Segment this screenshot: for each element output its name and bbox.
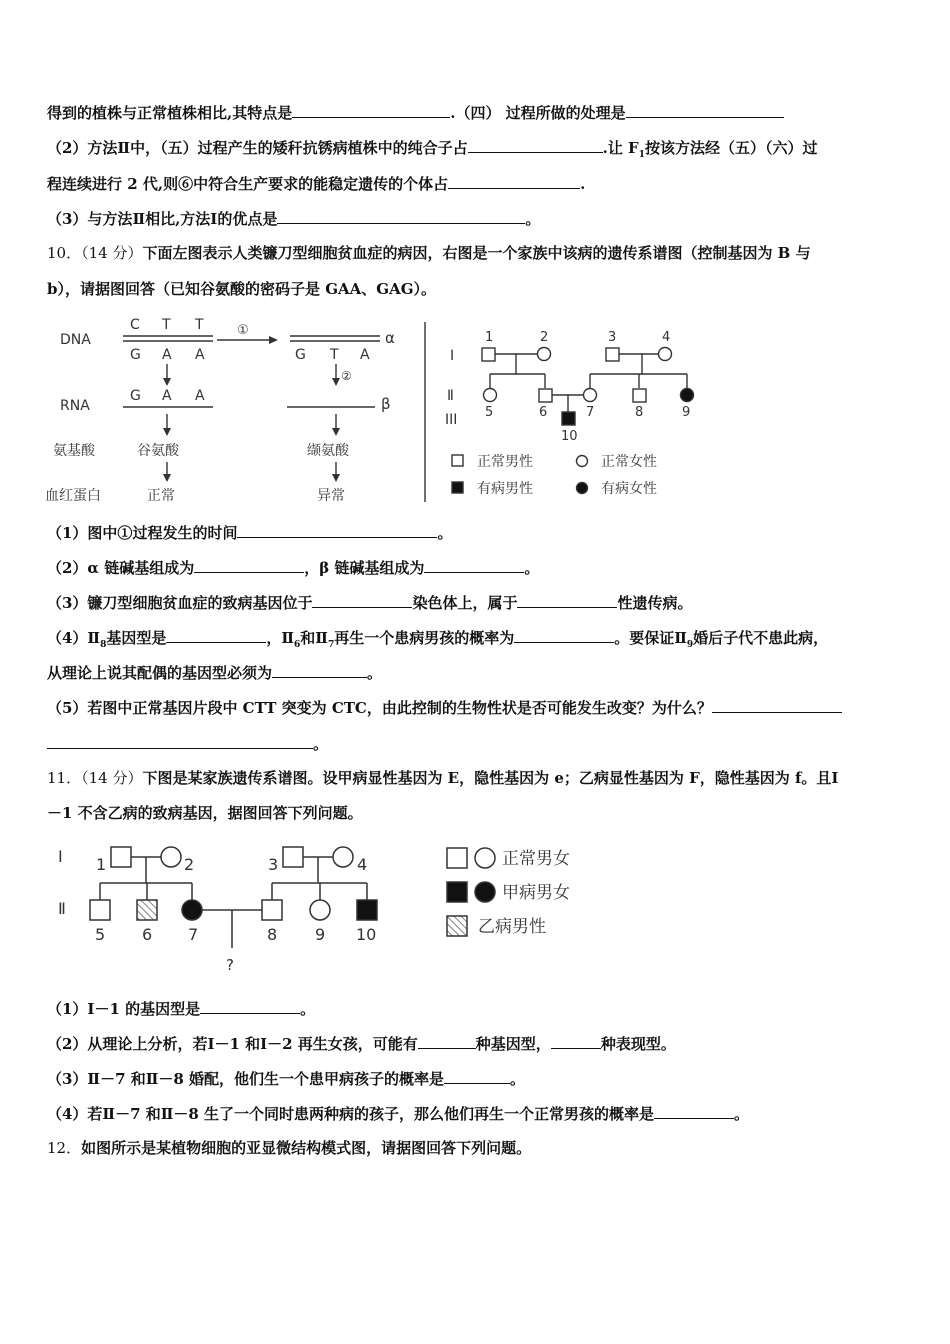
alpha-label: α bbox=[385, 329, 395, 347]
q11-stem-1 bbox=[47, 768, 838, 788]
subscript: 6 bbox=[294, 640, 301, 650]
glutamate-label: 谷氨酸 bbox=[137, 443, 179, 459]
rna-label: RNA bbox=[60, 398, 90, 414]
male-normal bbox=[539, 389, 552, 402]
dna-label: DNA bbox=[60, 332, 91, 348]
person-id: 10 bbox=[561, 429, 578, 444]
person-id: 5 bbox=[485, 405, 494, 420]
q11-text: 。 bbox=[734, 1105, 750, 1123]
q11-sub-3 bbox=[47, 1068, 525, 1089]
q10-sub-4 bbox=[47, 627, 828, 655]
legend-disease-a-female-icon bbox=[475, 882, 495, 902]
female-disease-a bbox=[182, 900, 202, 920]
female-normal bbox=[659, 348, 672, 361]
base: C bbox=[130, 317, 140, 333]
q9-text: 程连续进行 2 代,则⑥中符合生产要求的能稳定遗传的个体占 bbox=[47, 175, 449, 193]
subscript: 9 bbox=[686, 640, 694, 650]
generation-II: Ⅱ bbox=[58, 899, 66, 918]
q10-text: 。要保证Ⅱ bbox=[614, 629, 687, 647]
person-id: 8 bbox=[267, 925, 278, 944]
legend-normal-male-icon bbox=[447, 848, 467, 868]
subscript: 8 bbox=[100, 640, 107, 650]
person-id: 3 bbox=[268, 855, 279, 874]
female-normal bbox=[333, 847, 353, 867]
q10-text: ，β 链碱基组成为 bbox=[304, 559, 425, 577]
base: T bbox=[162, 317, 171, 333]
q9-line-4 bbox=[47, 208, 540, 229]
answer-blank[interactable] bbox=[418, 1033, 476, 1049]
figure-sickle-cell bbox=[45, 312, 707, 507]
q9-text: .让 F bbox=[602, 139, 639, 157]
person-id: 9 bbox=[315, 925, 326, 944]
valine-label: 缬氨酸 bbox=[307, 443, 349, 459]
q9-text: . bbox=[580, 175, 586, 193]
legend-label: 有病男性 bbox=[477, 481, 533, 497]
q10-stem-1 bbox=[47, 243, 811, 263]
question-number: 11．（14 分） bbox=[47, 769, 143, 787]
q10-sub-1 bbox=[47, 522, 452, 543]
q9-line-3 bbox=[47, 173, 585, 194]
q11-text: －1 不含乙病的致病基因，据图回答下列问题。 bbox=[47, 804, 363, 822]
beta-label: β bbox=[381, 395, 391, 413]
female-normal bbox=[584, 389, 597, 402]
legend-female-affected-icon bbox=[577, 483, 588, 494]
q10-sub-5 bbox=[47, 697, 842, 718]
q11-sub-2 bbox=[47, 1033, 676, 1054]
subscript: 1 bbox=[638, 150, 645, 160]
q10-sub-5b bbox=[47, 733, 328, 754]
amino-acid-label: 氨基酸 bbox=[53, 443, 95, 459]
answer-blank[interactable] bbox=[312, 592, 412, 608]
base: A bbox=[360, 347, 370, 363]
answer-blank[interactable] bbox=[551, 1033, 601, 1049]
answer-blank[interactable] bbox=[194, 557, 304, 573]
q11-text: 。 bbox=[510, 1070, 526, 1088]
base: A bbox=[195, 347, 205, 363]
legend-disease-a-male-icon bbox=[447, 882, 467, 902]
q11-text: （4）若Ⅱ－7 和Ⅱ－8 生了一个同时患两种病的孩子，那么他们再生一个正常男孩的概率是 bbox=[47, 1105, 655, 1123]
answer-blank[interactable] bbox=[237, 522, 437, 538]
legend-female-normal-icon bbox=[577, 456, 588, 467]
q9-text: .（四） 过程所做的处理是 bbox=[450, 104, 626, 122]
q10-sub-4b bbox=[47, 662, 382, 683]
person-id: 1 bbox=[485, 330, 494, 345]
q10-sub-3 bbox=[47, 592, 692, 613]
q10-sub-2 bbox=[47, 557, 539, 578]
q10-text: 从理论上说其配偶的基因型必须为 bbox=[47, 664, 273, 682]
q10-text: 。 bbox=[313, 735, 329, 753]
q10-text: 再生一个患病男孩的概率为 bbox=[334, 629, 515, 647]
q10-text: （1）图中①过程发生的时间 bbox=[47, 524, 238, 542]
legend-label: 有病女性 bbox=[601, 481, 657, 497]
q9-text: （2）方法Ⅱ中，（五）过程产生的矮秆抗锈病植株中的纯合子占 bbox=[47, 139, 468, 157]
female-normal bbox=[484, 389, 497, 402]
q11-text: 种表现型。 bbox=[600, 1035, 676, 1053]
male-disease-a bbox=[357, 900, 377, 920]
q10-text: （3）镰刀型细胞贫血症的致病基因位于 bbox=[47, 594, 313, 612]
person-id: 7 bbox=[586, 405, 595, 420]
base: G bbox=[130, 347, 141, 363]
female-affected bbox=[681, 389, 694, 402]
q9-line-1 bbox=[47, 102, 784, 123]
person-id: 6 bbox=[539, 405, 548, 420]
answer-blank[interactable] bbox=[272, 662, 367, 678]
step1-label: ① bbox=[237, 323, 249, 338]
male-normal bbox=[111, 847, 131, 867]
subscript: 7 bbox=[327, 640, 335, 650]
q11-stem-2 bbox=[47, 803, 363, 823]
person-id: 4 bbox=[357, 855, 368, 874]
q12-stem bbox=[47, 1138, 531, 1158]
q10-text: ，Ⅱ bbox=[266, 629, 295, 647]
base: A bbox=[162, 388, 172, 404]
q10-text: b），请据图回答（已知谷氨酸的密码子是 GAA、GAG）。 bbox=[47, 280, 437, 298]
person-id: 10 bbox=[356, 925, 377, 944]
person-id: 6 bbox=[142, 925, 153, 944]
q10-text: 基因型是 bbox=[106, 629, 167, 647]
female-normal bbox=[538, 348, 551, 361]
q11-text: （2）从理论上分析，若Ⅰ－1 和Ⅰ－2 再生女孩，可能有 bbox=[47, 1035, 418, 1053]
male-disease-b bbox=[137, 900, 157, 920]
female-normal bbox=[161, 847, 181, 867]
base: A bbox=[162, 347, 172, 363]
q10-stem-2 bbox=[47, 279, 436, 299]
q11-text: 下图是某家族遗传系谱图。设甲病显性基因为 E，隐性基因为 e；乙病显性基因为 F，隐性基因为 f。且Ⅰ bbox=[142, 769, 839, 787]
q10-text: 。 bbox=[524, 559, 540, 577]
generation-II: Ⅱ bbox=[447, 388, 454, 404]
q11-text: （1）Ⅰ－1 的基因型是 bbox=[47, 1000, 201, 1018]
normal-label: 正常 bbox=[147, 488, 175, 504]
answer-blank[interactable] bbox=[712, 697, 842, 713]
answer-blank[interactable] bbox=[444, 1068, 510, 1084]
male-normal bbox=[283, 847, 303, 867]
q11-text: （3）Ⅱ－7 和Ⅱ－8 婚配，他们生一个患甲病孩子的概率是 bbox=[47, 1070, 445, 1088]
base: T bbox=[330, 347, 339, 363]
answer-blank[interactable] bbox=[514, 627, 614, 643]
male-normal bbox=[90, 900, 110, 920]
answer-blank[interactable] bbox=[277, 208, 525, 224]
q10-text: 。 bbox=[367, 664, 383, 682]
q10-text: 和Ⅱ bbox=[300, 629, 328, 647]
answer-blank[interactable] bbox=[292, 102, 450, 118]
hemoglobin-label: 血红蛋白 bbox=[45, 488, 101, 504]
q9-text: 得到的植株与正常植株相比,其特点是 bbox=[47, 104, 293, 122]
person-id: 2 bbox=[540, 330, 549, 345]
figure-family-pedigree bbox=[50, 838, 590, 978]
answer-blank[interactable] bbox=[166, 627, 266, 643]
q9-text: 按该方法经（五）（六）过 bbox=[644, 139, 818, 157]
answer-blank[interactable] bbox=[47, 733, 313, 749]
person-id: 4 bbox=[662, 330, 671, 345]
q9-line-2 bbox=[47, 137, 817, 165]
q11-text: 。 bbox=[300, 1000, 316, 1018]
person-id: 7 bbox=[188, 925, 199, 944]
legend-label: 正常男女 bbox=[502, 849, 570, 869]
male-normal bbox=[606, 348, 619, 361]
base: T bbox=[195, 317, 204, 333]
legend-male-affected-icon bbox=[452, 482, 463, 493]
answer-blank[interactable] bbox=[200, 998, 300, 1014]
q11-sub-4 bbox=[47, 1103, 749, 1124]
base: G bbox=[130, 388, 141, 404]
person-id: 9 bbox=[682, 405, 691, 420]
person-id: 2 bbox=[184, 855, 195, 874]
abnormal-label: 异常 bbox=[317, 488, 345, 504]
q10-text: 性遗传病。 bbox=[617, 594, 693, 612]
generation-I: Ⅰ bbox=[450, 348, 455, 364]
male-affected bbox=[562, 412, 575, 425]
person-id: 8 bbox=[635, 405, 644, 420]
q10-text: （5）若图中正常基因片段中 CTT 突变为 CTC，由此控制的生物性状是否可能发生改变？为什么？ bbox=[47, 699, 712, 717]
male-normal bbox=[633, 389, 646, 402]
q11-text: 种基因型， bbox=[475, 1035, 551, 1053]
legend-label: 正常男性 bbox=[477, 454, 533, 470]
q10-text: 染色体上，属于 bbox=[412, 594, 518, 612]
legend-label: 甲病男女 bbox=[502, 883, 570, 903]
person-id: 3 bbox=[608, 330, 617, 345]
question-number: 12． bbox=[47, 1139, 82, 1157]
q10-text: 婚后子代不患此病， bbox=[693, 629, 829, 647]
q9-text: （3）与方法Ⅱ相比,方法Ⅰ的优点是 bbox=[47, 210, 278, 228]
q9-text: 。 bbox=[525, 210, 541, 228]
answer-blank[interactable] bbox=[448, 173, 580, 189]
unknown-child: ? bbox=[226, 956, 234, 974]
legend-label: 乙病男性 bbox=[478, 917, 546, 937]
male-normal bbox=[262, 900, 282, 920]
generation-I: Ⅰ bbox=[58, 847, 63, 866]
person-id: 5 bbox=[95, 925, 106, 944]
q12-text: 如图所示是某植物细胞的亚显微结构模式图，请据图回答下列问题。 bbox=[81, 1139, 532, 1157]
question-number: 10．（14 分） bbox=[47, 244, 143, 262]
answer-blank[interactable] bbox=[424, 557, 524, 573]
base: A bbox=[195, 388, 205, 404]
legend-label: 正常女性 bbox=[601, 454, 657, 470]
legend-normal-female-icon bbox=[475, 848, 495, 868]
q10-text: 。 bbox=[437, 524, 453, 542]
answer-blank[interactable] bbox=[626, 102, 784, 118]
answer-blank[interactable] bbox=[468, 137, 603, 153]
q10-text: 下面左图表示人类镰刀型细胞贫血症的病因，右图是一个家族中该病的遗传系谱图（控制基因为 B 与 bbox=[142, 244, 811, 262]
legend-male-normal-icon bbox=[452, 455, 463, 466]
answer-blank[interactable] bbox=[517, 592, 617, 608]
generation-III: III bbox=[445, 412, 458, 428]
answer-blank[interactable] bbox=[654, 1103, 734, 1119]
q10-text: （4）Ⅱ bbox=[47, 629, 101, 647]
female-normal bbox=[310, 900, 330, 920]
q10-text: （2）α 链碱基组成为 bbox=[47, 559, 195, 577]
male-normal bbox=[482, 348, 495, 361]
q11-sub-1 bbox=[47, 998, 315, 1019]
step2-label: ② bbox=[341, 369, 352, 383]
legend-disease-b-male-icon bbox=[447, 916, 467, 936]
person-id: 1 bbox=[96, 855, 107, 874]
base: G bbox=[295, 347, 306, 363]
